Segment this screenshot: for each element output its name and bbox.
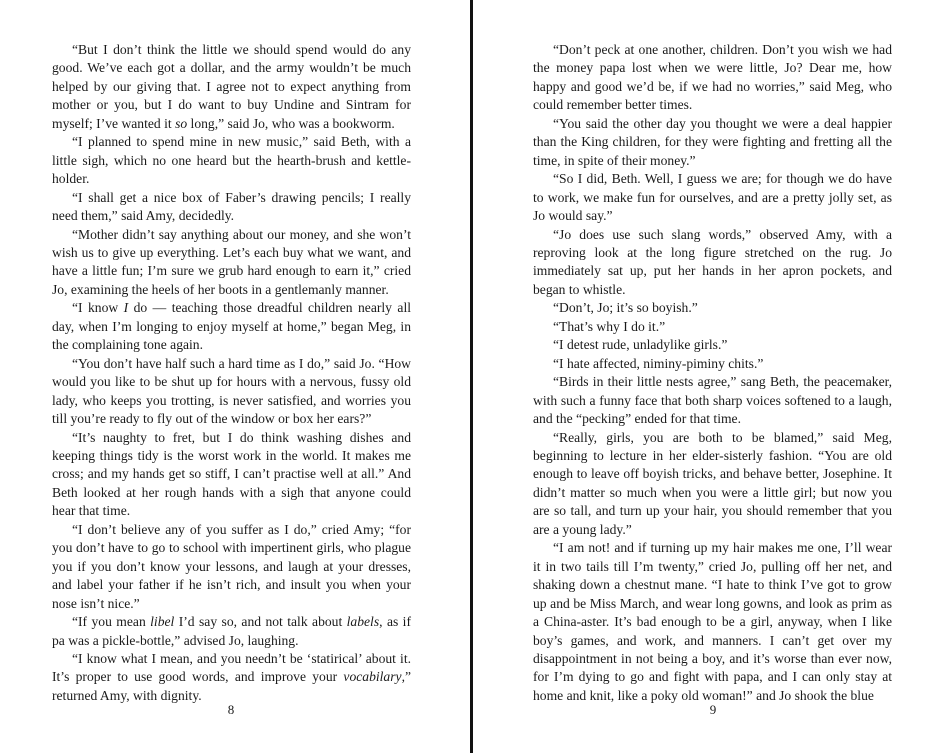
italic-text: labels	[346, 614, 380, 630]
paragraph	[533, 170, 892, 225]
text-run: “So I did, Beth. Well, I guess we are; for though we do have to work, we make fun for ourselves, and are a pretty jolly set, as Jo would say.”	[533, 171, 892, 224]
text-run: long,” said Jo, who was a bookworm.	[187, 115, 395, 131]
text-run: I’d say so, and not talk about	[174, 614, 347, 630]
text-run: “I detest rude, unladylike girls.”	[553, 337, 728, 353]
paragraph	[52, 299, 411, 354]
text-run: “I know what I mean, and you needn’t be ‘statirical’ about it. It’s proper to use good words, and improve your	[52, 650, 411, 685]
text-run: do — teaching those dreadful children nearly all day, when I’m longing to enjoy myself at home,” began Meg, in the complaining tone again.	[52, 300, 411, 353]
text-run: “It’s naughty to fret, but I do think washing dishes and keeping things tidy is the worst work in the world. It makes me cross; and my hands get so stiff, I can’t practise well at all.” And Beth looked at her rough hands with a sigh that anyone could hear that time.	[52, 429, 411, 519]
text-run: “But I don’t think the little we should spend would do any good. We’ve each got a dollar, and the army wouldn’t be much helped by our giving that. I agree not to expect anything from mother or you, but I do want to buy Undine and Sintram for myself; I’ve wanted it	[52, 42, 411, 131]
text-run: ,” returned Amy, with dignity.	[52, 669, 411, 703]
paragraph	[52, 41, 411, 133]
paragraph	[533, 115, 892, 170]
text-run: “I am not! and if turning up my hair makes me one, I’ll wear it in two tails till I’m twenty,” cried Jo, pulling off her net, and shaking down a chestnut mane. “I hate to think I’ve got to grow up and be Miss March, and wear long gowns, and look as prim as a China-aster. It’s bad enough to be a girl, anyway, when I like boy’s games, and work, and manners. I can’t get over my disappointment in not being a boy, and it’s worse than ever now, for I’m dying to go and fight with papa, and I can only stay at home and knit, like a poky old woman!” and Jo shook the blue	[533, 540, 892, 703]
italic-text: so	[175, 115, 188, 131]
text-run: “Really, girls, you are both to be blamed,” said Meg, beginning to lecture in her elder-sisterly fashion. “You are old enough to leave off boyish tricks, and behave better, Josephine. It didn’t matter so much when you were a little girl; but now you are so tall, and turn up your hair, you should remember that you are a young lady.”	[533, 429, 892, 537]
paragraph	[52, 521, 411, 613]
right-page	[474, 0, 945, 753]
paragraph	[52, 613, 411, 650]
paragraph	[533, 318, 892, 336]
text-run: “You don’t have half such a hard time as I do,” said Jo. “How would you like to be shut up for hours with a nervous, fussy old lady, who keeps you trotting, is never satisfied, and worries you till you’re ready to fly out of the window or box her ears?”	[52, 355, 411, 427]
left-page-text	[52, 41, 411, 705]
paragraph	[52, 133, 411, 188]
text-run: “Jo does use such slang words,” observed Amy, with a reproving look at the long figure stretched on the rug. Jo immediately sat up, put her hands in her apron pockets, and began to whistle.	[533, 226, 892, 297]
italic-text: vocabilary	[343, 669, 402, 685]
text-run: , as if pa was a pickle-bottle,” advised Jo, laughing.	[52, 614, 411, 648]
left-page	[0, 0, 470, 753]
text-run: “I know	[72, 300, 124, 316]
right-page-number: 9	[709, 702, 717, 717]
text-run: “Don’t, Jo; it’s so boyish.”	[553, 300, 698, 316]
text-run: “I hate affected, niminy-piminy chits.”	[553, 355, 764, 371]
page-divider	[470, 0, 473, 753]
paragraph	[533, 41, 892, 115]
paragraph	[533, 539, 892, 705]
text-run: “I don’t believe any of you suffer as I do,” cried Amy; “for you don’t have to go to school with impertinent girls, who plague you if you don’t know your lessons, and laugh at your dresses, and label your father if he isn’t rich, and insult you when your nose isn’t nice.”	[52, 521, 411, 611]
paragraph	[52, 650, 411, 705]
text-run: “I planned to spend mine in new music,” said Beth, with a little sigh, which no one heard but the hearth-brush and kettle-holder.	[52, 134, 411, 187]
text-run: “Mother didn’t say anything about our money, and she won’t wish us to give up everything. Let’s each buy what we want, and have a little fun; I’m sure we grub hard enough to earn it,” cried Jo, examining the heels of her boots in a gentlemanly manner.	[52, 226, 411, 297]
paragraph	[533, 429, 892, 540]
paragraph	[533, 373, 892, 428]
left-page-number: 8	[227, 702, 235, 717]
right-page-text	[533, 41, 892, 705]
paragraph	[533, 336, 892, 354]
paragraph	[533, 226, 892, 300]
paragraph	[533, 355, 892, 373]
paragraph	[52, 355, 411, 429]
text-run: “Don’t peck at one another, children. Don’t you wish we had the money papa lost when we were little, Jo? Dear me, how happy and good we’d be, if we had no worries,” said Meg, who could remember better times.	[533, 42, 892, 113]
text-run: “That’s why I do it.”	[553, 318, 666, 334]
paragraph	[52, 226, 411, 300]
paragraph	[52, 189, 411, 226]
text-run: “You said the other day you thought we were a deal happier than the King children, for they were fighting and fretting all the time, in spite of their money.”	[533, 115, 892, 168]
text-run: “I shall get a nice box of Faber’s drawing pencils; I really need them,” said Amy, decidedly.	[52, 189, 411, 224]
text-run: “If you mean	[72, 614, 151, 630]
italic-text: I	[123, 300, 129, 316]
italic-text: libel	[150, 614, 175, 630]
paragraph	[533, 299, 892, 317]
text-run: “Birds in their little nests agree,” sang Beth, the peacemaker, with such a funny face that both sharp voices softened to a laugh, and the “pecking” ended for that time.	[533, 374, 892, 427]
paragraph	[52, 429, 411, 521]
